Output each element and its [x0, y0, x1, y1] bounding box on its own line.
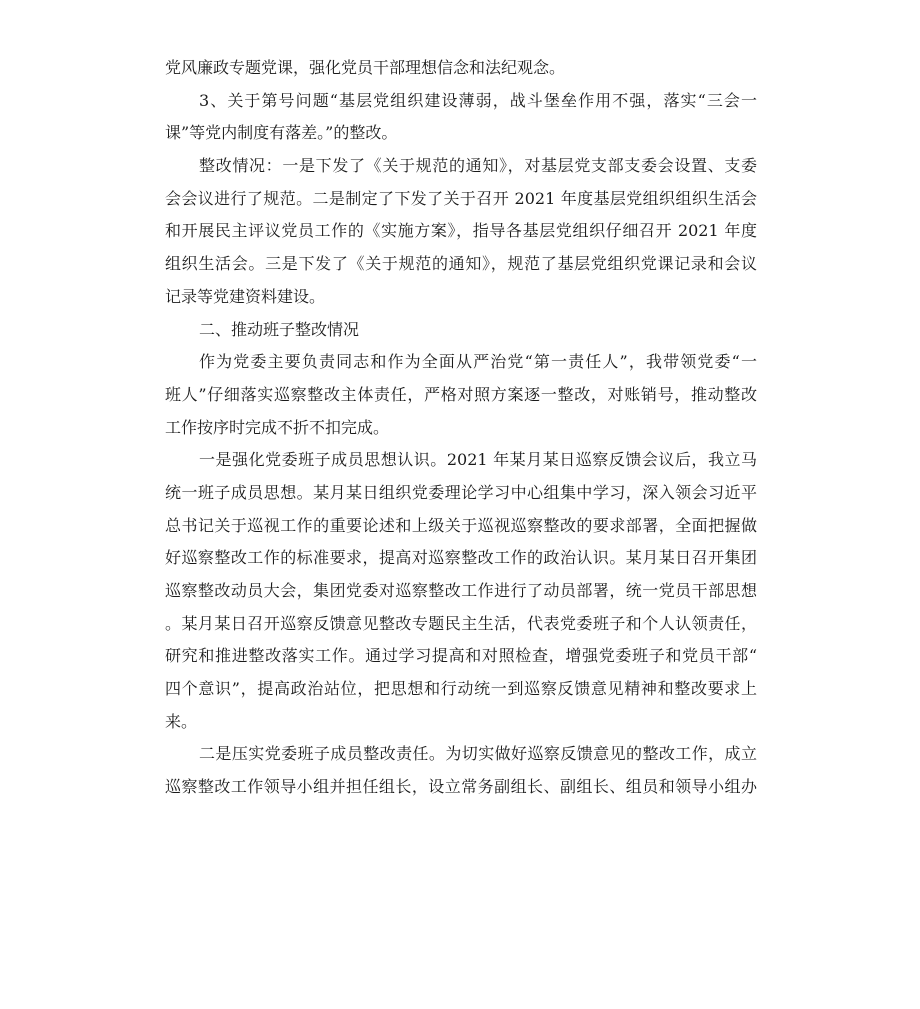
text-line: 好巡察整改工作的标准要求，提高对巡察整改工作的政治认识。某月某日召开集团: [165, 548, 757, 568]
text-line: 作为党委主要负责同志和作为全面从严治党“第一责任人”，我带领党委“一: [199, 352, 757, 372]
text-line: 一是强化党委班子成员思想认识。2021 年某月某日巡察反馈会议后，我立马: [199, 450, 757, 470]
text-line: 四个意识”，提高政治站位，把思想和行动统一到巡察反馈意见精神和整改要求上: [165, 679, 757, 699]
text-line: 研究和推进整改落实工作。通过学习提高和对照检查，增强党委班子和党员干部“: [165, 646, 757, 666]
text-line: 总书记关于巡视工作的重要论述和上级关于巡视巡察整改的要求部署，全面把握做: [165, 515, 757, 535]
text-line: 课”等党内制度有落差。”的整改。: [165, 123, 398, 143]
text-line: 巡察整改工作领导小组并担任组长，设立常务副组长、副组长、组员和领导小组办: [165, 777, 757, 797]
text-line: 会会议进行了规范。二是制定了下发了关于召开 2021 年度基层党组织组织生活会: [165, 188, 757, 208]
text-line: 整改情况：一是下发了《关于规范的通知》，对基层党支部支委会设置、支委: [199, 156, 757, 176]
document-body: [165, 52, 757, 804]
text-line: 工作按序时完成不折不扣完成。: [165, 417, 390, 437]
text-line: 班人”仔细落实巡察整改主体责任，严格对照方案逐一整改，对账销号，推动整改: [165, 384, 757, 404]
text-line: 二是压实党委班子成员整改责任。为切实做好巡察反馈意见的整改工作，成立: [199, 744, 757, 764]
text-line: 3、关于第号问题“基层党组织建设薄弱，战斗堡垒作用不强，落实“三会一: [199, 90, 757, 110]
text-line: 组织生活会。三是下发了《关于规范的通知》，规范了基层党组织党课记录和会议: [165, 254, 757, 274]
text-line: 来。: [165, 711, 198, 731]
text-line: 巡察整改动员大会，集团党委对巡察整改工作进行了动员部署，统一党员干部思想: [165, 581, 757, 600]
text-line: 记录等党建资料建设。: [165, 286, 326, 306]
text-line: 统一班子成员思想。某月某日组织党委理论学习中心组集中学习，深入领会习近平: [165, 482, 757, 502]
text-line: 二、推动班子整改情况: [199, 319, 360, 339]
text-line: 党风廉政专题党课，强化党员干部理想信念和法纪观念。: [165, 58, 566, 77]
text-line: 。某月某日召开巡察反馈意见整改专题民主生活，代表党委班子和个人认领责任，: [165, 613, 757, 633]
text-line: 和开展民主评议党员工作的《实施方案》，指导各基层党组织仔细召开 2021 年度: [165, 221, 757, 241]
